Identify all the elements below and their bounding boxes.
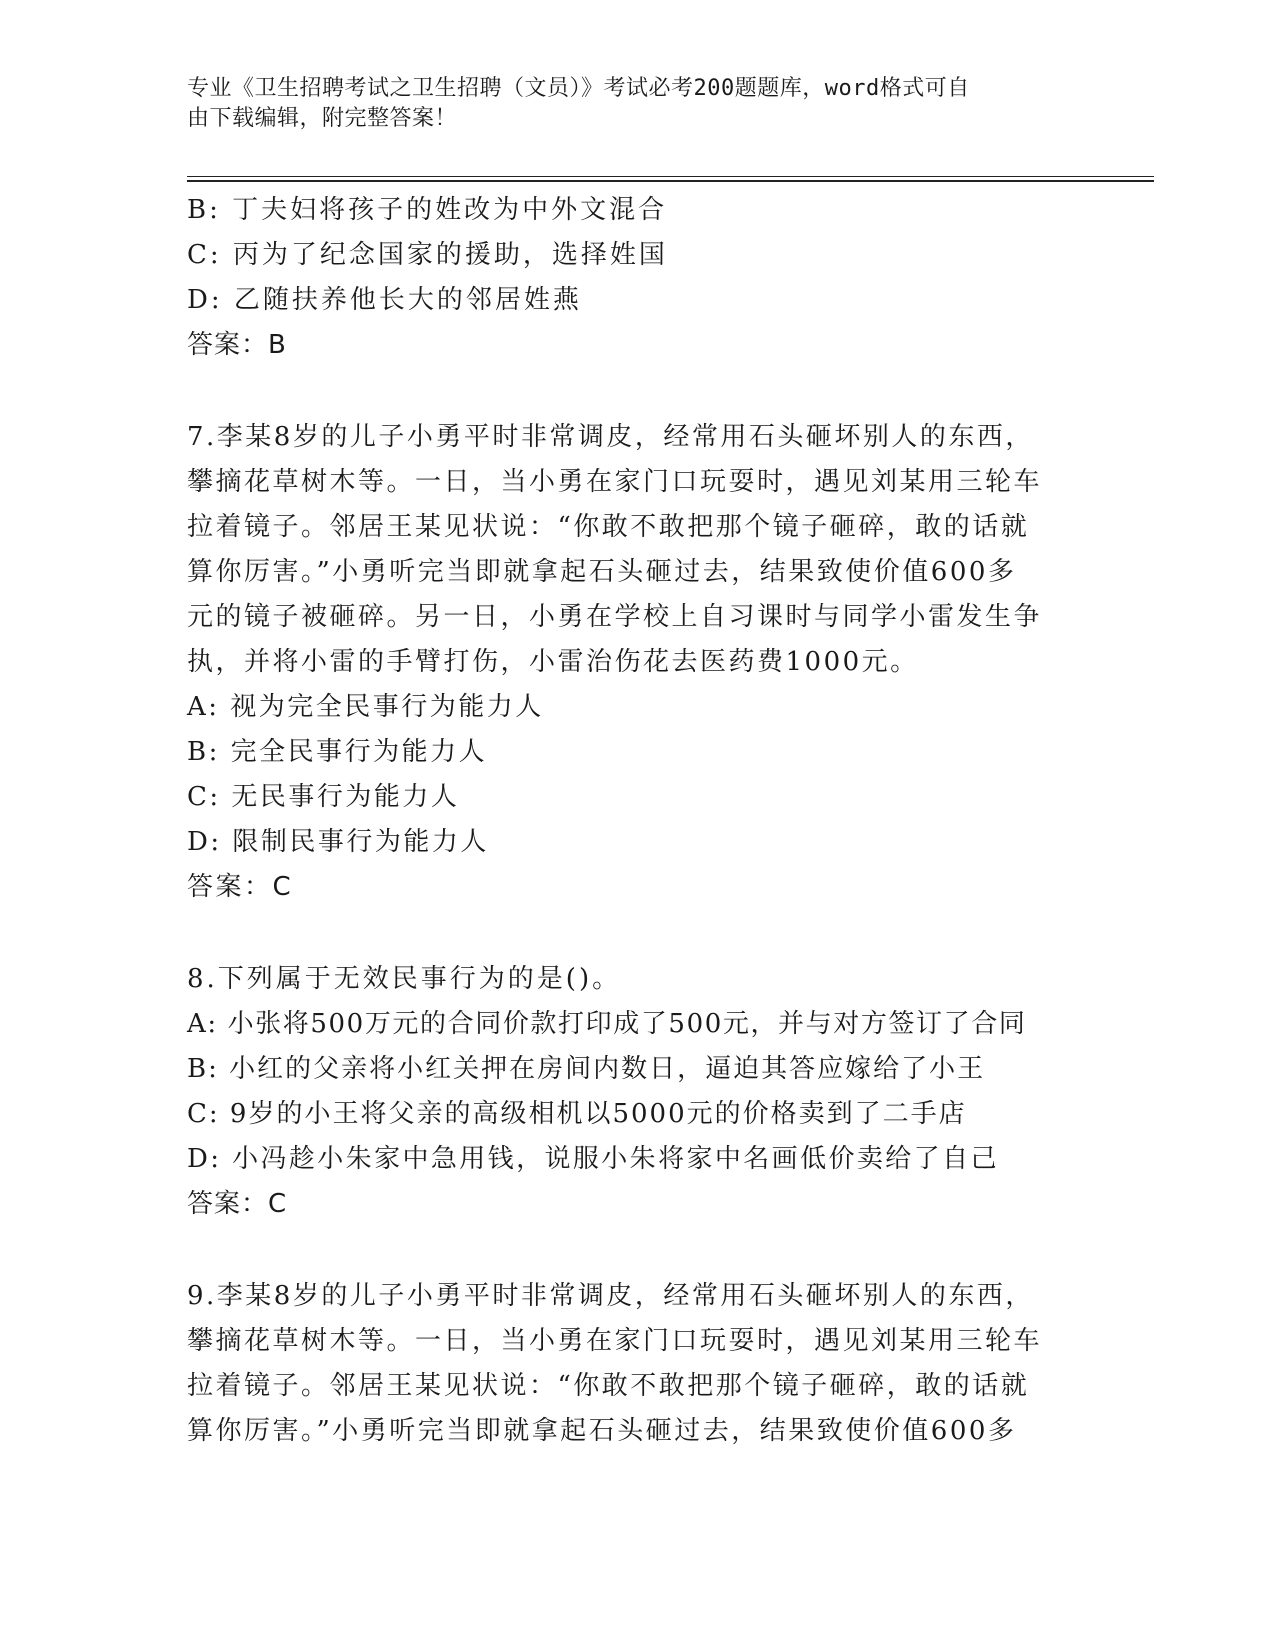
question-stem-line: 8.下列属于无效民事行为的是()。 xyxy=(187,964,622,994)
prev-question-block xyxy=(187,188,1087,368)
answer-line: 答案：C xyxy=(187,1189,288,1219)
option-b: B: 小红的父亲将小红关押在房间内数日，逼迫其答应嫁给了小王 xyxy=(187,1054,986,1084)
answer-line: 答案：C xyxy=(187,872,294,902)
header-rule-thick xyxy=(187,180,1154,182)
option-b: B: 完全民事行为能力人 xyxy=(187,737,488,767)
option-d: D: 限制民事行为能力人 xyxy=(187,827,489,857)
option-c: C: 9岁的小王将父亲的高级相机以5000元的价格卖到了二手店 xyxy=(187,1099,967,1129)
header-line-1: 专业《卫生招聘考试之卫生招聘（文员）》考试必考200题题库，word格式可自 xyxy=(187,76,970,101)
question-stem-line: 攀摘花草树木等。一日，当小勇在家门口玩耍时，遇见刘某用三轮车 xyxy=(187,1326,1043,1356)
question-stem-line: 算你厉害。”小勇听完当即就拿起石头砸过去，结果致使价值600多 xyxy=(187,1416,1017,1446)
question-stem-line: 执，并将小雷的手臂打伤，小雷治伤花去医药费1000元。 xyxy=(187,647,919,677)
option-d: D: 小冯趁小朱家中急用钱，说服小朱将家中名画低价卖给了自己 xyxy=(187,1144,999,1174)
header-line-2: 由下载编辑，附完整答案！ xyxy=(187,106,458,131)
question-stem-line: 9.李某8岁的儿子小勇平时非常调皮，经常用石头砸坏别人的东西， xyxy=(187,1281,1034,1311)
header-rule-thin xyxy=(187,176,1154,177)
question-stem-line: 元的镜子被砸碎。另一日，小勇在学校上自习课时与同学小雷发生争 xyxy=(187,602,1043,632)
option-a: A: 视为完全民事行为能力人 xyxy=(187,692,544,722)
answer-line: 答案：B xyxy=(187,330,287,360)
question-stem-line: 拉着镜子。邻居王某见状说：“你敢不敢把那个镜子砸碎，敢的话就 xyxy=(187,1371,1030,1401)
question-9 xyxy=(187,1274,1087,1454)
question-stem-line: 攀摘花草树木等。一日，当小勇在家门口玩耍时，遇见刘某用三轮车 xyxy=(187,467,1043,497)
question-7 xyxy=(187,415,1087,910)
question-8 xyxy=(187,957,1087,1227)
document-header xyxy=(187,74,1067,134)
option-b: B: 丁夫妇将孩子的姓改为中外文混合 xyxy=(187,195,668,225)
option-c: C: 无民事行为能力人 xyxy=(187,782,460,812)
option-d: D: 乙随扶养他长大的邻居姓燕 xyxy=(187,285,582,315)
question-stem-line: 拉着镜子。邻居王某见状说：“你敢不敢把那个镜子砸碎，敢的话就 xyxy=(187,512,1030,542)
question-stem-line: 7.李某8岁的儿子小勇平时非常调皮，经常用石头砸坏别人的东西， xyxy=(187,422,1034,452)
option-a: A: 小张将500万元的合同价款打印成了500元，并与对方签订了合同 xyxy=(187,1009,1027,1039)
question-stem-line: 算你厉害。”小勇听完当即就拿起石头砸过去，结果致使价值600多 xyxy=(187,557,1017,587)
option-c: C: 丙为了纪念国家的援助，选择姓国 xyxy=(187,240,668,270)
document-body xyxy=(187,188,1087,1454)
